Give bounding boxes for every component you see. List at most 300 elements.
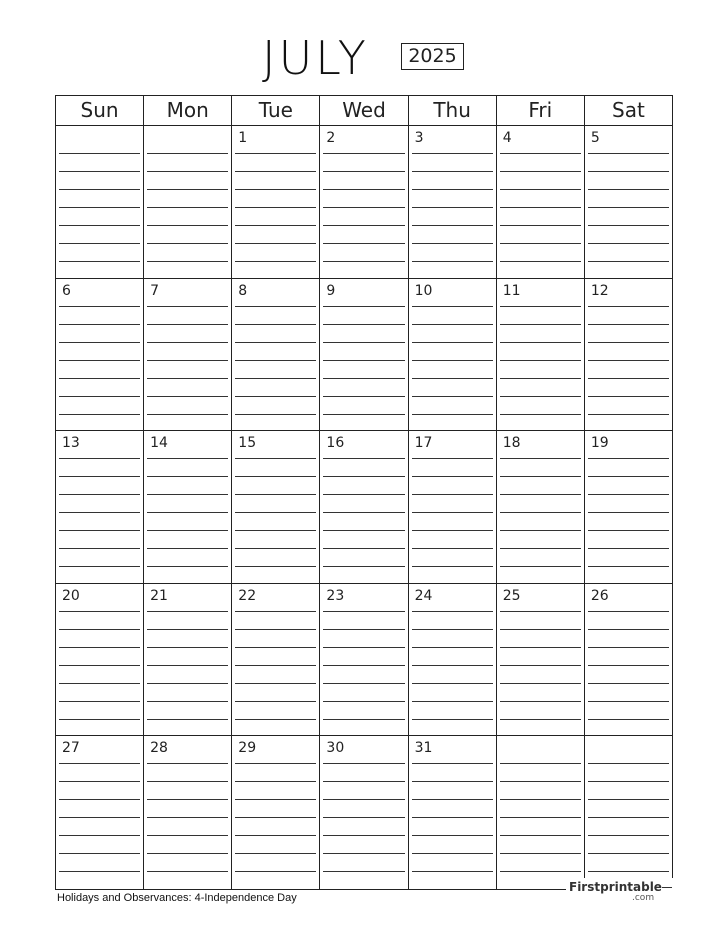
- note-line: [500, 530, 581, 531]
- note-line: [412, 153, 493, 154]
- note-line: [588, 207, 669, 208]
- note-line: [500, 342, 581, 343]
- note-line: [235, 476, 316, 477]
- note-line: [147, 324, 228, 325]
- note-line: [588, 171, 669, 172]
- note-line: [323, 306, 404, 307]
- note-line: [323, 494, 404, 495]
- note-line: [235, 647, 316, 648]
- note-line: [412, 853, 493, 854]
- note-lines: [59, 736, 140, 889]
- note-line: [500, 871, 581, 872]
- day-number: 6: [62, 282, 71, 299]
- note-lines: [588, 126, 669, 278]
- weekday-header-row: [56, 96, 672, 126]
- note-line: [235, 306, 316, 307]
- note-line: [412, 611, 493, 612]
- note-line: [147, 647, 228, 648]
- note-line: [588, 799, 669, 800]
- note-line: [235, 719, 316, 720]
- note-line: [59, 719, 140, 720]
- note-line: [235, 494, 316, 495]
- note-line: [147, 853, 228, 854]
- note-line: [147, 171, 228, 172]
- day-cell[interactable]: [584, 584, 672, 736]
- note-line: [147, 530, 228, 531]
- note-line: [500, 225, 581, 226]
- note-line: [500, 396, 581, 397]
- note-line: [147, 701, 228, 702]
- note-line: [323, 665, 404, 666]
- note-line: [323, 719, 404, 720]
- note-line: [588, 396, 669, 397]
- note-lines: [588, 279, 669, 431]
- note-line: [323, 243, 404, 244]
- note-line: [235, 835, 316, 836]
- note-line: [59, 683, 140, 684]
- week-row: [56, 126, 672, 279]
- note-line: [500, 799, 581, 800]
- note-line: [323, 701, 404, 702]
- note-lines: [59, 279, 140, 431]
- note-line: [323, 611, 404, 612]
- note-line: [500, 189, 581, 190]
- note-line: [412, 342, 493, 343]
- note-line: [323, 207, 404, 208]
- note-line: [235, 512, 316, 513]
- note-line: [412, 647, 493, 648]
- note-line: [147, 225, 228, 226]
- note-lines: [147, 279, 228, 431]
- note-line: [412, 261, 493, 262]
- day-number: 24: [414, 587, 433, 604]
- day-cell[interactable]: [231, 431, 319, 583]
- note-line: [147, 817, 228, 818]
- note-line: [412, 799, 493, 800]
- note-line: [500, 378, 581, 379]
- note-line: [412, 781, 493, 782]
- note-line: [235, 799, 316, 800]
- note-line: [235, 871, 316, 872]
- week-row: [56, 736, 672, 889]
- note-line: [588, 566, 669, 567]
- day-cell[interactable]: [56, 584, 143, 736]
- day-number: 28: [150, 740, 168, 756]
- brand-dash: [662, 887, 672, 888]
- note-line: [412, 683, 493, 684]
- day-number: 16: [326, 435, 345, 451]
- note-line: [59, 306, 140, 307]
- note-line: [412, 629, 493, 630]
- note-line: [588, 611, 669, 612]
- note-line: [59, 243, 140, 244]
- note-line: [235, 261, 316, 262]
- day-cell[interactable]: [319, 126, 407, 278]
- day-cell[interactable]: [496, 126, 584, 278]
- note-line: [412, 396, 493, 397]
- note-line: [412, 817, 493, 818]
- day-cell[interactable]: [56, 279, 143, 431]
- note-lines: [323, 584, 404, 736]
- note-line: [59, 360, 140, 361]
- note-line: [588, 494, 669, 495]
- note-line: [588, 817, 669, 818]
- day-number: 9: [326, 282, 336, 299]
- note-line: [588, 225, 669, 226]
- day-number: 8: [238, 282, 248, 299]
- day-number: 31: [414, 740, 433, 756]
- note-line: [147, 683, 228, 684]
- note-line: [500, 476, 581, 477]
- day-cell[interactable]: [584, 126, 672, 278]
- note-line: [588, 153, 669, 154]
- note-lines: [323, 431, 404, 583]
- note-line: [59, 853, 140, 854]
- note-line: [59, 225, 140, 226]
- weekday-thu: Thu: [408, 96, 496, 125]
- note-line: [588, 342, 669, 343]
- day-number: 2: [326, 130, 336, 146]
- day-number: 22: [238, 587, 257, 604]
- day-cell[interactable]: [496, 431, 584, 583]
- note-line: [59, 799, 140, 800]
- note-line: [147, 781, 228, 782]
- note-line: [500, 647, 581, 648]
- day-number: 21: [150, 587, 168, 604]
- note-line: [235, 414, 316, 415]
- weeks-container: [56, 126, 672, 889]
- note-line: [412, 225, 493, 226]
- note-line: [323, 324, 404, 325]
- note-line: [235, 207, 316, 208]
- note-line: [500, 512, 581, 513]
- note-line: [147, 512, 228, 513]
- note-line: [500, 665, 581, 666]
- note-line: [59, 611, 140, 612]
- weekday-sun: Sun: [80, 98, 119, 122]
- note-line: [588, 360, 669, 361]
- note-lines: [588, 736, 669, 889]
- day-number: 27: [62, 740, 80, 756]
- note-lines: [323, 736, 404, 889]
- note-line: [588, 243, 669, 244]
- note-line: [147, 548, 228, 549]
- day-cell[interactable]: [584, 736, 672, 889]
- day-number: 17: [414, 435, 433, 451]
- note-line: [147, 719, 228, 720]
- day-cell[interactable]: [584, 279, 672, 431]
- note-line: [59, 342, 140, 343]
- note-line: [412, 719, 493, 720]
- note-line: [323, 853, 404, 854]
- note-line: [588, 189, 669, 190]
- weekday-sat: Sat: [584, 96, 672, 125]
- note-line: [59, 781, 140, 782]
- note-lines: [500, 736, 581, 889]
- note-line: [235, 189, 316, 190]
- note-line: [323, 629, 404, 630]
- note-line: [323, 396, 404, 397]
- note-line: [59, 512, 140, 513]
- calendar-title: [0, 30, 728, 86]
- note-line: [147, 360, 228, 361]
- day-cell[interactable]: [231, 126, 319, 278]
- day-number: 20: [62, 587, 80, 604]
- note-line: [59, 324, 140, 325]
- day-number: 30: [326, 740, 345, 756]
- day-number: 12: [590, 282, 609, 299]
- note-line: [147, 189, 228, 190]
- note-line: [323, 647, 404, 648]
- note-line: [588, 458, 669, 459]
- note-line: [588, 306, 669, 307]
- day-number: 14: [150, 435, 168, 451]
- note-lines: [59, 126, 140, 278]
- note-line: [500, 763, 581, 764]
- note-line: [500, 360, 581, 361]
- note-line: [323, 871, 404, 872]
- note-line: [412, 835, 493, 836]
- note-line: [59, 566, 140, 567]
- month-title: JULY: [262, 31, 369, 85]
- day-cell[interactable]: [143, 431, 231, 583]
- note-line: [147, 763, 228, 764]
- note-line: [59, 665, 140, 666]
- note-lines: [147, 736, 228, 889]
- note-line: [500, 719, 581, 720]
- note-line: [147, 306, 228, 307]
- day-number: 5: [590, 130, 600, 146]
- day-number: 29: [238, 740, 257, 756]
- note-line: [412, 458, 493, 459]
- note-line: [59, 458, 140, 459]
- day-cell[interactable]: [496, 584, 584, 736]
- note-line: [588, 665, 669, 666]
- note-line: [147, 835, 228, 836]
- note-line: [59, 396, 140, 397]
- note-line: [147, 378, 228, 379]
- day-cell[interactable]: [56, 736, 143, 889]
- note-lines: [235, 736, 316, 889]
- day-cell[interactable]: [143, 736, 231, 889]
- note-line: [500, 566, 581, 567]
- note-line: [412, 476, 493, 477]
- day-cell[interactable]: [231, 279, 319, 431]
- note-line: [323, 360, 404, 361]
- note-line: [59, 817, 140, 818]
- note-line: [147, 476, 228, 477]
- note-line: [235, 853, 316, 854]
- day-cell[interactable]: [408, 736, 496, 889]
- note-lines: [500, 279, 581, 431]
- note-lines: [500, 431, 581, 583]
- note-line: [412, 530, 493, 531]
- week-row: [56, 431, 672, 584]
- note-line: [323, 414, 404, 415]
- note-line: [500, 494, 581, 495]
- note-line: [59, 153, 140, 154]
- note-line: [235, 342, 316, 343]
- day-cell[interactable]: [56, 431, 143, 583]
- day-cell[interactable]: [143, 584, 231, 736]
- day-number: 18: [502, 435, 521, 451]
- note-line: [59, 835, 140, 836]
- note-lines: [588, 431, 669, 583]
- note-line: [59, 494, 140, 495]
- note-line: [412, 360, 493, 361]
- note-line: [323, 799, 404, 800]
- note-line: [235, 701, 316, 702]
- note-line: [588, 414, 669, 415]
- note-line: [323, 171, 404, 172]
- note-line: [412, 207, 493, 208]
- note-line: [500, 629, 581, 630]
- note-line: [588, 835, 669, 836]
- note-lines: [500, 126, 581, 278]
- note-line: [323, 530, 404, 531]
- note-line: [588, 763, 669, 764]
- day-number: 3: [414, 130, 424, 146]
- brand-logo: [566, 878, 673, 908]
- weekday-fri: Fri: [496, 96, 584, 125]
- note-line: [147, 243, 228, 244]
- note-line: [147, 458, 228, 459]
- note-line: [588, 378, 669, 379]
- note-line: [500, 458, 581, 459]
- note-line: [323, 476, 404, 477]
- note-line: [500, 153, 581, 154]
- note-line: [59, 476, 140, 477]
- note-line: [500, 207, 581, 208]
- note-line: [235, 763, 316, 764]
- note-line: [412, 494, 493, 495]
- day-number: 23: [326, 587, 345, 604]
- note-line: [235, 530, 316, 531]
- day-cell[interactable]: [56, 126, 143, 278]
- day-cell[interactable]: [319, 431, 407, 583]
- note-line: [500, 611, 581, 612]
- note-line: [147, 342, 228, 343]
- brand-name: Firstprintable: [569, 880, 662, 894]
- note-line: [323, 835, 404, 836]
- note-line: [235, 153, 316, 154]
- day-cell[interactable]: [584, 431, 672, 583]
- day-number: 11: [502, 282, 521, 299]
- note-line: [500, 306, 581, 307]
- note-line: [500, 324, 581, 325]
- note-line: [500, 261, 581, 262]
- note-line: [588, 683, 669, 684]
- note-line: [235, 665, 316, 666]
- calendar-grid: [55, 95, 673, 890]
- note-line: [588, 512, 669, 513]
- note-line: [500, 817, 581, 818]
- day-cell[interactable]: [408, 126, 496, 278]
- note-line: [588, 853, 669, 854]
- note-line: [147, 611, 228, 612]
- day-cell[interactable]: [231, 584, 319, 736]
- note-line: [323, 342, 404, 343]
- note-line: [147, 494, 228, 495]
- note-lines: [235, 279, 316, 431]
- note-line: [59, 763, 140, 764]
- day-cell[interactable]: [408, 431, 496, 583]
- day-number: 26: [590, 587, 609, 604]
- day-cell[interactable]: [408, 279, 496, 431]
- note-lines: [412, 736, 493, 889]
- year-box: 2025: [401, 43, 464, 70]
- note-line: [59, 207, 140, 208]
- note-line: [323, 512, 404, 513]
- note-line: [588, 530, 669, 531]
- note-line: [235, 171, 316, 172]
- note-line: [323, 153, 404, 154]
- note-line: [412, 189, 493, 190]
- note-line: [412, 665, 493, 666]
- note-lines: [59, 431, 140, 583]
- note-lines: [147, 584, 228, 736]
- note-line: [147, 871, 228, 872]
- weekday-mon: Mon: [143, 96, 231, 125]
- note-line: [588, 701, 669, 702]
- note-line: [235, 324, 316, 325]
- day-cell[interactable]: [408, 584, 496, 736]
- day-cell[interactable]: [496, 279, 584, 431]
- week-row: [56, 584, 672, 737]
- note-line: [500, 414, 581, 415]
- note-line: [59, 378, 140, 379]
- note-line: [412, 243, 493, 244]
- note-line: [323, 781, 404, 782]
- day-number: 13: [62, 435, 80, 451]
- note-line: [588, 476, 669, 477]
- note-line: [412, 414, 493, 415]
- note-line: [147, 153, 228, 154]
- day-cell[interactable]: [319, 279, 407, 431]
- note-line: [412, 701, 493, 702]
- note-line: [235, 458, 316, 459]
- day-number: 1: [238, 130, 248, 146]
- note-line: [147, 396, 228, 397]
- week-row: [56, 279, 672, 432]
- day-cell[interactable]: [143, 126, 231, 278]
- note-line: [147, 799, 228, 800]
- note-lines: [412, 431, 493, 583]
- note-line: [588, 548, 669, 549]
- weekday-wed: Wed: [319, 96, 407, 125]
- day-cell[interactable]: [319, 584, 407, 736]
- day-cell[interactable]: [231, 736, 319, 889]
- note-line: [323, 566, 404, 567]
- day-number: 25: [502, 587, 521, 604]
- note-lines: [235, 431, 316, 583]
- note-line: [323, 683, 404, 684]
- day-cell[interactable]: [496, 736, 584, 889]
- day-cell[interactable]: [143, 279, 231, 431]
- note-line: [412, 763, 493, 764]
- note-line: [323, 225, 404, 226]
- note-line: [500, 243, 581, 244]
- note-line: [59, 530, 140, 531]
- note-line: [147, 207, 228, 208]
- note-line: [588, 261, 669, 262]
- note-line: [59, 647, 140, 648]
- note-line: [59, 701, 140, 702]
- note-line: [412, 512, 493, 513]
- note-lines: [147, 126, 228, 278]
- day-cell[interactable]: [319, 736, 407, 889]
- day-number: 7: [150, 282, 160, 299]
